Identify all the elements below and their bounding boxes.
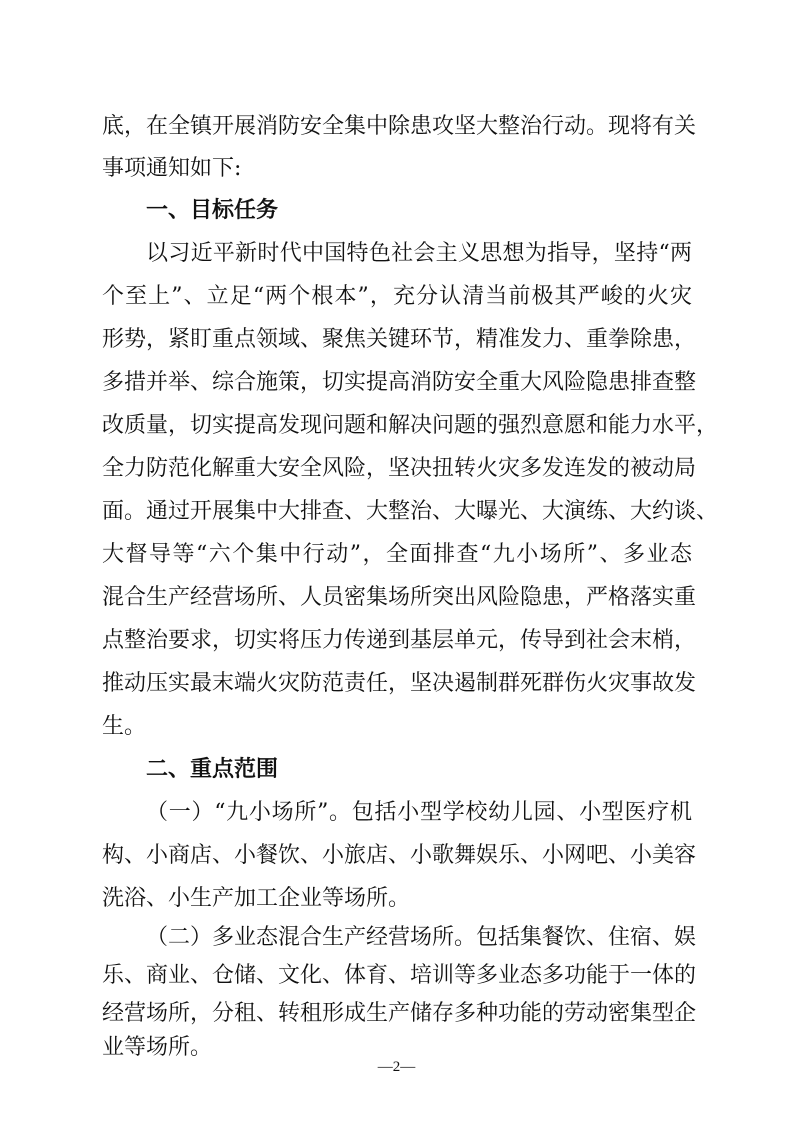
paragraph-line: 事项通知如下: [102, 156, 242, 181]
paragraph-line: 经营场所，分租、转租形成生产储存多种功能的劳动密集型企 [102, 1001, 697, 1026]
paragraph-line: 面。通过开展集中大排查、大整治、大曝光、大演练、大约谈、 [102, 499, 719, 524]
paragraph-line: 大督导等“六个集中行动”，全面排查“九小场所”、多业态 [102, 542, 692, 567]
paragraph-line: 乐、商业、仓储、文化、体育、培训等多业态多功能于一体的 [102, 963, 697, 988]
paragraph-line: 个至上”、立足“两个根本”，充分认清当前极其严峻的火灾 [102, 284, 692, 309]
paragraph-line: 多措并举、综合施策，切实提高消防安全重大风险隐患排查整 [102, 370, 697, 395]
paragraph-line: 点整治要求，切实将压力传递到基层单元，传导到社会末梢， [102, 628, 697, 653]
paragraph-line: 形势，紧盯重点领域、聚焦关键环节，精准发力、重拳除患， [102, 327, 697, 352]
paragraph-line: 生。 [102, 714, 147, 739]
paragraph-line: 构、小商店、小餐饮、小旅店、小歌舞娱乐、小网吧、小美容 [102, 843, 697, 868]
paragraph-line: 混合生产经营场所、人员密集场所突出风险隐患，严格落实重 [102, 585, 697, 610]
section-heading: 二、重点范围 [146, 757, 279, 782]
paragraph-line: 以习近平新时代中国特色社会主义思想为指导，坚持“两 [146, 241, 692, 266]
paragraph-line: 改质量，切实提高发现问题和解决问题的强烈意愿和能力水平， [102, 413, 719, 438]
paragraph-line: 推动压实最末端火灾防范责任，坚决遏制群死群伤火灾事故发 [102, 671, 697, 696]
paragraph-line: 底，在全镇开展消防安全集中除患攻坚大整治行动。现将有关 [102, 114, 697, 139]
section-heading: 一、目标任务 [146, 198, 279, 223]
paragraph-line: （二）多业态混合生产经营场所。包括集餐饮、住宿、娱 [146, 925, 697, 950]
paragraph-line: 全力防范化解重大安全风险，坚决扭转火灾多发连发的被动局 [102, 456, 697, 481]
page-number: —2— [377, 1059, 416, 1075]
paragraph-line: 业等场所。 [102, 1035, 213, 1060]
paragraph-line: （一）“九小场所”。包括小型学校幼儿园、小型医疗机 [146, 800, 692, 825]
paragraph-line: 洗浴、小生产加工企业等场所。 [102, 886, 411, 911]
